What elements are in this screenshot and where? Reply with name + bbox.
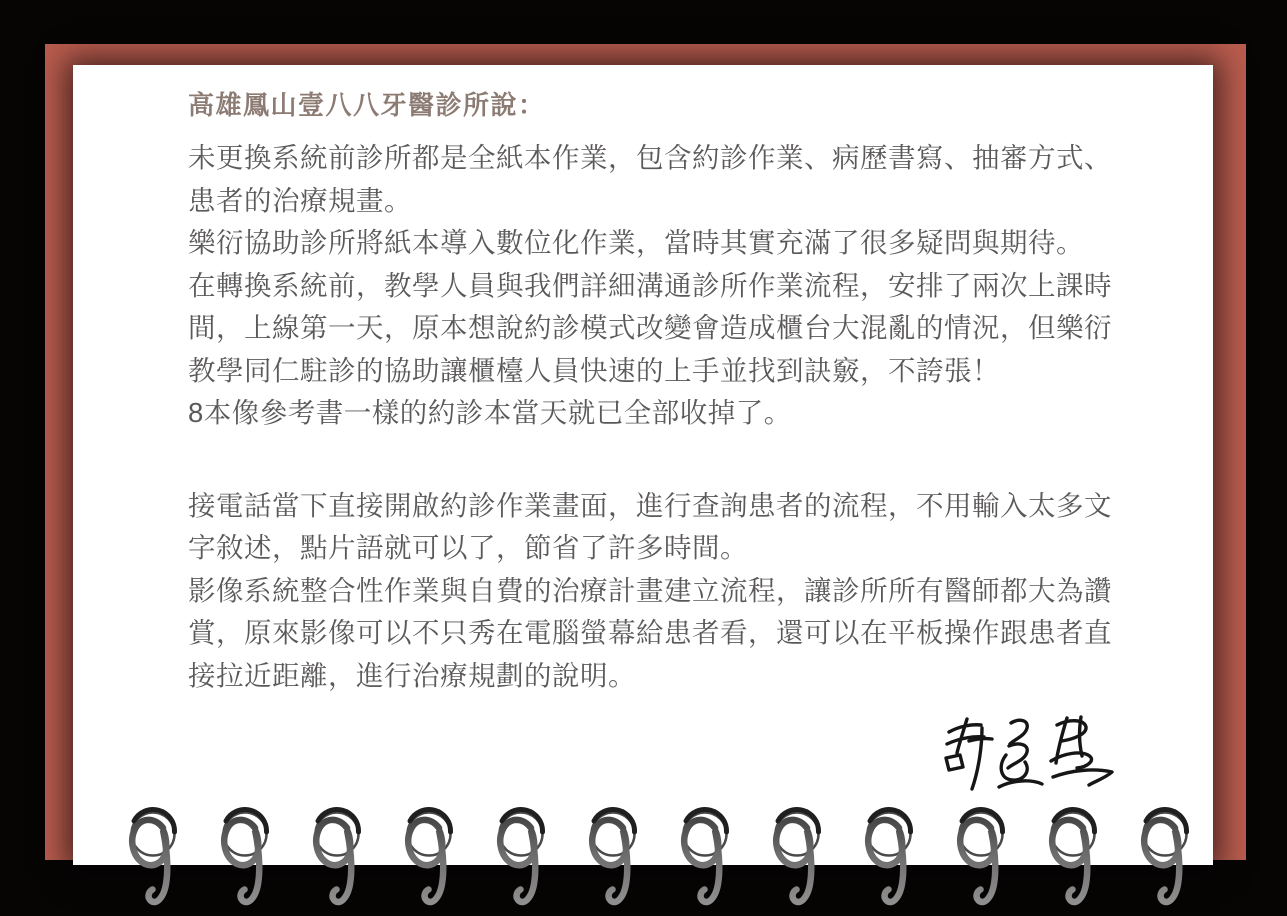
testimonial-paragraph [188,435,1128,485]
testimonial-paragraph: 在轉換系統前，教學人員與我們詳細溝通診所作業流程，安排了兩次上課時間，上線第一天，原本想說約診模式改變會造成櫃台大混亂的情況，但樂衍教學同仁駐診的協助讓櫃檯人員快速的上手並找到訣竅，不誇張！ [188,269,1112,386]
testimonial-paragraph: 未更換系統前診所都是全紙本作業，包含約診作業、病歷書寫、抽審方式、患者的治療規畫。 [188,142,1112,216]
testimonial-card [73,65,1213,865]
testimonial-paragraph: 樂衍協助診所將紙本導入數位化作業，當時其實充滿了很多疑問與期待。 [188,227,1084,258]
signature-handwriting-icon [936,711,1121,803]
testimonial-paragraph: 8本像參考書一樣的約診本當天就已全部收掉了。 [188,397,792,428]
testimonial-paragraph: 影像系統整合性作業與自費的治療計畫建立流程，讓診所所有醫師都大為讚賞，原來影像可以不只秀在電腦螢幕給患者看，還可以在平板操作跟患者直接拉近距離，進行治療規劃的說明。 [188,574,1112,691]
card-title: 高雄鳳山壹八八牙醫診所說： [188,90,546,120]
testimonial-paragraph: 接電話當下直接開啟約診作業畫面，進行查詢患者的流程，不用輸入太多文字敘述，點片語就可以了，節省了許多時間。 [188,489,1112,563]
testimonial-body [188,137,1128,697]
